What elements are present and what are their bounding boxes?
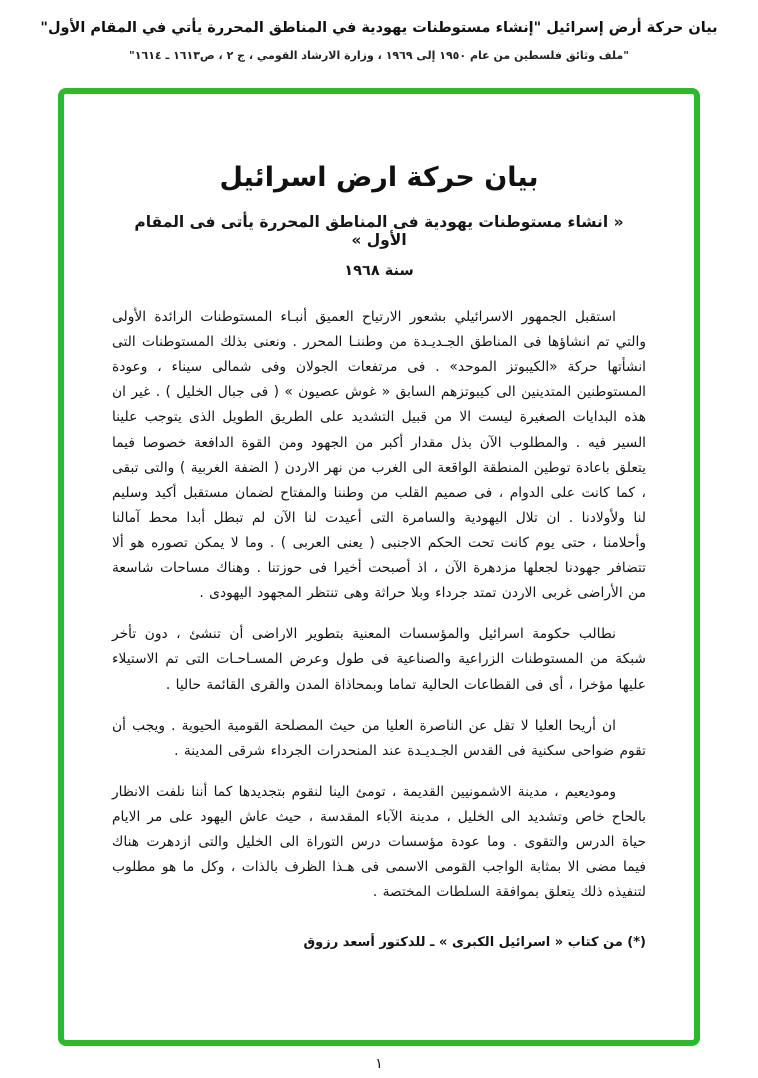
header-source-citation: "ملف وثائق فلسطين من عام ١٩٥٠ إلى ١٩٦٩ ، وزارة الارشاد القومي ، ج ٢ ، ص١٦١٣ ـ ١٦١٤" xyxy=(129,48,629,62)
document-body xyxy=(112,305,646,905)
document-year: سنة ١٩٦٨ xyxy=(344,263,414,279)
header-title: بيان حركة أرض إسرائيل "إنشاء مستوطنات يهودية في المناطق المحررة يأتي في المقام الأول" xyxy=(40,20,718,36)
document-frame xyxy=(58,88,700,1046)
page-header xyxy=(0,18,758,62)
paragraph-3: ان أريحا العليا لا تقل عن الناصرة العليا من حيث المصلحة القومية الحيوية . ويجب أن تقوم ضواحى سكنية فى القدس الجـديـدة عند المنحدرات الجرداء شرقى المدينة . xyxy=(112,717,646,759)
footnote: (*) من كتاب « اسرائيل الكبرى » ـ للدكتور أسعد رزوق xyxy=(303,935,646,951)
paragraph-4: وموديعيم ، مدينة الاشمونيين القديمة ، تومئ الينا لنقوم بتجديدها كما أننا نلفت الانظار بالحاح خاص وتشديد الى الخليل ، مدينة الآباء المقدسة ، حيث عاش اليهود على مر الايام حياة الدرس والتقوى . وما عودة مؤسسات درس التوراة الى الخليل والتى ازدهرت هناك فيما مضى الا بمثابة الواجب القومى الاسمى فى هـذا الظرف بالذات ، وكل ما هو مطلوب لتنفيذه ذلك يتعلق بموافقة السلطات المختصة . xyxy=(112,783,646,901)
page-number: ١ xyxy=(375,1056,383,1072)
paragraph-1: استقبل الجمهور الاسرائيلي بشعور الارتياح العميق أنبـاء المستوطنات الرائدة الأولى والتي تم انشاؤها فى المناطق الجـديـدة من وطننـا المحرر . ونعنى بذلك المستوطنات التى انشأتها حركة «الكيبوتز الموحد» . فى مرتفعات الجولان وفى شمالى سيناء ، وعودة المستوطنين المتدينين الى كيبوتزهم السابق « غوش عصيون » ( فى جبال الخليل ) . غير ان هذه البدايات الصغيرة ليست الا من قبيل التشديد على الطريق الطويل الذى يتوجب علينا السير فيه . والمطلوب الآن بذل مقدار أكبر من الجهود ومن القوة الدافعة خصوصا فيما يتعلق باعادة توطين المنطقة الواقعة الى الغرب من نهر الاردن ( الضفة الغربية ) والتى تبقى ، كما كانت على الدوام ، فى صميم القلب من وطننا والمفتاح لضمان مستقبل أكيد وسليم لنا ولأولادنا . ان تلال اليهودية والسامرة التى أعيدت لنا الآن لم تبطل أبدا محط آمالنا وأحلامنا ، حتى يوم كانت تحت الحكم الاجنبى ( يعنى العربى ) . وما لا يمكن تصوره هو ألا تتضافر جهودنا لجعلها مزدهرة الآن ، اذ أصبحت أخيرا فى حوزتنا . وهناك مساحات شاسعة من الأراضى غربى الاردن تمتد جرداء وبلا حراثة وهى تنتظر المجهود اليهودى . xyxy=(112,309,646,602)
document-title: بيان حركة ارض اسرائيل xyxy=(219,162,539,193)
paragraph-2: نطالب حكومة اسرائيل والمؤسسات المعنية بتطوير الاراضى أن تنشئ ، دون تأخر شبكة من المستوطنات الزراعية والصناعية فى طول وعرض المسـاحـات التى تم الاستيلاء عليها مؤخرا ، أى فى القطاعات الحالية تماما وبمحاذاة المدن والقرى القائمة حاليا . xyxy=(112,626,646,693)
document-subtitle: « انشاء مستوطنات يهودية فى المناطق المحررة يأتى فى المقام الأول » xyxy=(134,213,624,249)
